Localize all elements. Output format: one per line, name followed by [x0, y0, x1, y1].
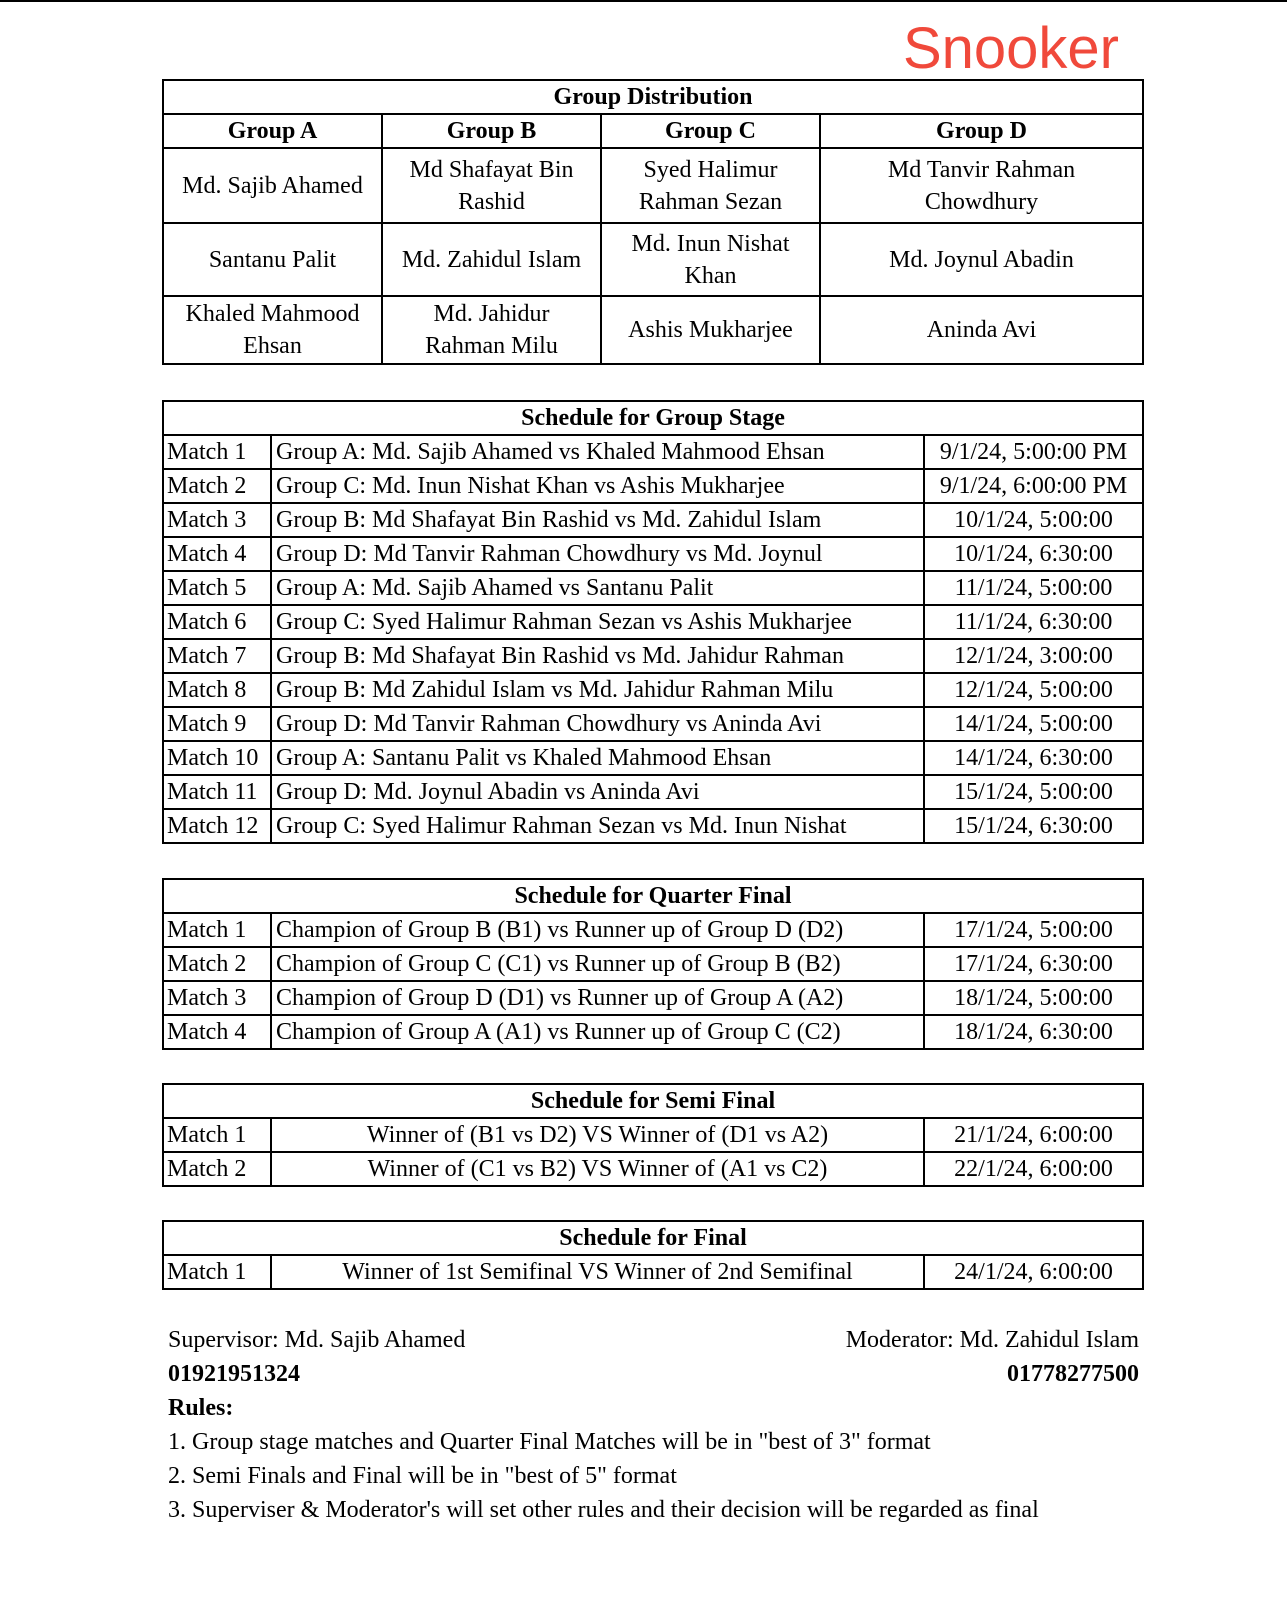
document-title: Snooker	[902, 16, 1119, 81]
match-date: 18/1/24, 6:30:00	[924, 1015, 1143, 1049]
group-stage-title: Schedule for Group Stage	[163, 401, 1143, 435]
match-number: Match 11	[163, 775, 271, 809]
match-row	[163, 775, 1143, 809]
match-number: Match 10	[163, 741, 271, 775]
match-date: 10/1/24, 6:30:00	[924, 537, 1143, 571]
match-number: Match 12	[163, 809, 271, 843]
match-row	[163, 469, 1143, 503]
match-row	[163, 1015, 1143, 1049]
group-row	[163, 223, 1143, 296]
group-member: Md. Inun Nishat Khan	[601, 223, 820, 296]
group-member: Santanu Palit	[163, 223, 382, 296]
match-row	[163, 571, 1143, 605]
match-date: 14/1/24, 6:30:00	[924, 741, 1143, 775]
match-number: Match 7	[163, 639, 271, 673]
group-b-header: Group B	[382, 114, 601, 148]
top-border-line	[0, 0, 1287, 2]
match-description: Group C: Syed Halimur Rahman Sezan vs Md. Inun Nishat	[271, 809, 924, 843]
match-date: 11/1/24, 6:30:00	[924, 605, 1143, 639]
match-row	[163, 503, 1143, 537]
group-d-header: Group D	[820, 114, 1143, 148]
match-date: 15/1/24, 6:30:00	[924, 809, 1143, 843]
match-description: Group A: Md. Sajib Ahamed vs Santanu Palit	[271, 571, 924, 605]
match-date: 11/1/24, 5:00:00	[924, 571, 1143, 605]
group-member: Syed Halimur Rahman Sezan	[601, 148, 820, 223]
match-number: Match 4	[163, 1015, 271, 1049]
semi-final-title: Schedule for Semi Final	[163, 1084, 1143, 1118]
rules-block	[168, 1391, 1139, 1527]
group-member: Md. Sajib Ahamed	[163, 148, 382, 223]
final-title: Schedule for Final	[163, 1221, 1143, 1255]
match-row	[163, 537, 1143, 571]
match-number: Match 1	[163, 1255, 271, 1289]
supervisor-phone: 01921951324	[168, 1361, 300, 1387]
match-date: 22/1/24, 6:00:00	[924, 1152, 1143, 1186]
match-description: Group A: Santanu Palit vs Khaled Mahmood Ehsan	[271, 741, 924, 775]
match-number: Match 3	[163, 503, 271, 537]
match-description: Winner of (C1 vs B2) VS Winner of (A1 vs C2)	[271, 1152, 924, 1186]
quarter-final-title: Schedule for Quarter Final	[163, 879, 1143, 913]
match-row	[163, 1118, 1143, 1152]
match-description: Group B: Md Shafayat Bin Rashid vs Md. Jahidur Rahman	[271, 639, 924, 673]
match-number: Match 4	[163, 537, 271, 571]
match-date: 9/1/24, 5:00:00 PM	[924, 435, 1143, 469]
rule-item: 1. Group stage matches and Quarter Final Matches will be in "best of 3" format	[168, 1429, 931, 1455]
group-member: Md. Zahidul Islam	[382, 223, 601, 296]
match-number: Match 1	[163, 435, 271, 469]
match-number: Match 2	[163, 469, 271, 503]
group-member: Md. Jahidur Rahman Milu	[382, 296, 601, 364]
match-description: Winner of 1st Semifinal VS Winner of 2nd Semifinal	[271, 1255, 924, 1289]
match-date: 12/1/24, 5:00:00	[924, 673, 1143, 707]
group-member: Md Shafayat Bin Rashid	[382, 148, 601, 223]
match-description: Group B: Md Zahidul Islam vs Md. Jahidur Rahman Milu	[271, 673, 924, 707]
group-distribution-title: Group Distribution	[163, 80, 1143, 114]
final-schedule-table	[162, 1220, 1144, 1290]
match-row	[163, 947, 1143, 981]
match-description: Champion of Group B (B1) vs Runner up of Group D (D2)	[271, 913, 924, 947]
group-member: Md Tanvir Rahman Chowdhury	[820, 148, 1143, 223]
group-row	[163, 296, 1143, 364]
match-date: 21/1/24, 6:00:00	[924, 1118, 1143, 1152]
group-member: Aninda Avi	[820, 296, 1143, 364]
match-row	[163, 809, 1143, 843]
match-number: Match 6	[163, 605, 271, 639]
match-number: Match 9	[163, 707, 271, 741]
match-row	[163, 741, 1143, 775]
rule-item: 3. Superviser & Moderator's will set other rules and their decision will be regarded as final	[168, 1497, 1039, 1523]
match-row	[163, 435, 1143, 469]
moderator-label: Moderator: Md. Zahidul Islam	[845, 1327, 1139, 1353]
match-row	[163, 1152, 1143, 1186]
match-number: Match 2	[163, 947, 271, 981]
group-distribution-table	[162, 79, 1144, 365]
group-member: Ashis Mukharjee	[601, 296, 820, 364]
rule-item: 2. Semi Finals and Final will be in "best of 5" format	[168, 1463, 677, 1489]
match-row	[163, 913, 1143, 947]
group-a-header: Group A	[163, 114, 382, 148]
match-date: 24/1/24, 6:00:00	[924, 1255, 1143, 1289]
match-row	[163, 1255, 1143, 1289]
match-date: 14/1/24, 5:00:00	[924, 707, 1143, 741]
match-description: Group D: Md Tanvir Rahman Chowdhury vs Aninda Avi	[271, 707, 924, 741]
match-number: Match 2	[163, 1152, 271, 1186]
match-row	[163, 639, 1143, 673]
match-number: Match 8	[163, 673, 271, 707]
rules-title: Rules:	[168, 1395, 234, 1421]
match-date: 12/1/24, 3:00:00	[924, 639, 1143, 673]
group-member: Md. Joynul Abadin	[820, 223, 1143, 296]
quarter-final-schedule-table	[162, 878, 1144, 1050]
match-number: Match 3	[163, 981, 271, 1015]
match-date: 10/1/24, 5:00:00	[924, 503, 1143, 537]
group-c-header: Group C	[601, 114, 820, 148]
match-date: 17/1/24, 5:00:00	[924, 913, 1143, 947]
match-date: 9/1/24, 6:00:00 PM	[924, 469, 1143, 503]
match-description: Group C: Md. Inun Nishat Khan vs Ashis Mukharjee	[271, 469, 924, 503]
match-description: Group D: Md. Joynul Abadin vs Aninda Avi	[271, 775, 924, 809]
contacts-block	[168, 1323, 1139, 1391]
match-description: Group D: Md Tanvir Rahman Chowdhury vs Md. Joynul	[271, 537, 924, 571]
match-description: Group A: Md. Sajib Ahamed vs Khaled Mahmood Ehsan	[271, 435, 924, 469]
group-stage-schedule-table	[162, 400, 1144, 844]
group-member: Khaled Mahmood Ehsan	[163, 296, 382, 364]
match-description: Champion of Group A (A1) vs Runner up of Group C (C2)	[271, 1015, 924, 1049]
match-row	[163, 707, 1143, 741]
match-date: 17/1/24, 6:30:00	[924, 947, 1143, 981]
match-description: Group C: Syed Halimur Rahman Sezan vs Ashis Mukharjee	[271, 605, 924, 639]
moderator-phone: 01778277500	[1007, 1361, 1139, 1387]
match-description: Winner of (B1 vs D2) VS Winner of (D1 vs A2)	[271, 1118, 924, 1152]
semi-final-schedule-table	[162, 1083, 1144, 1187]
match-date: 18/1/24, 5:00:00	[924, 981, 1143, 1015]
match-number: Match 1	[163, 913, 271, 947]
supervisor-label: Supervisor: Md. Sajib Ahamed	[168, 1327, 466, 1353]
match-date: 15/1/24, 5:00:00	[924, 775, 1143, 809]
match-row	[163, 673, 1143, 707]
match-row	[163, 605, 1143, 639]
group-row	[163, 148, 1143, 223]
match-number: Match 1	[163, 1118, 271, 1152]
match-row	[163, 981, 1143, 1015]
match-number: Match 5	[163, 571, 271, 605]
match-description: Group B: Md Shafayat Bin Rashid vs Md. Zahidul Islam	[271, 503, 924, 537]
match-description: Champion of Group D (D1) vs Runner up of Group A (A2)	[271, 981, 924, 1015]
match-description: Champion of Group C (C1) vs Runner up of Group B (B2)	[271, 947, 924, 981]
